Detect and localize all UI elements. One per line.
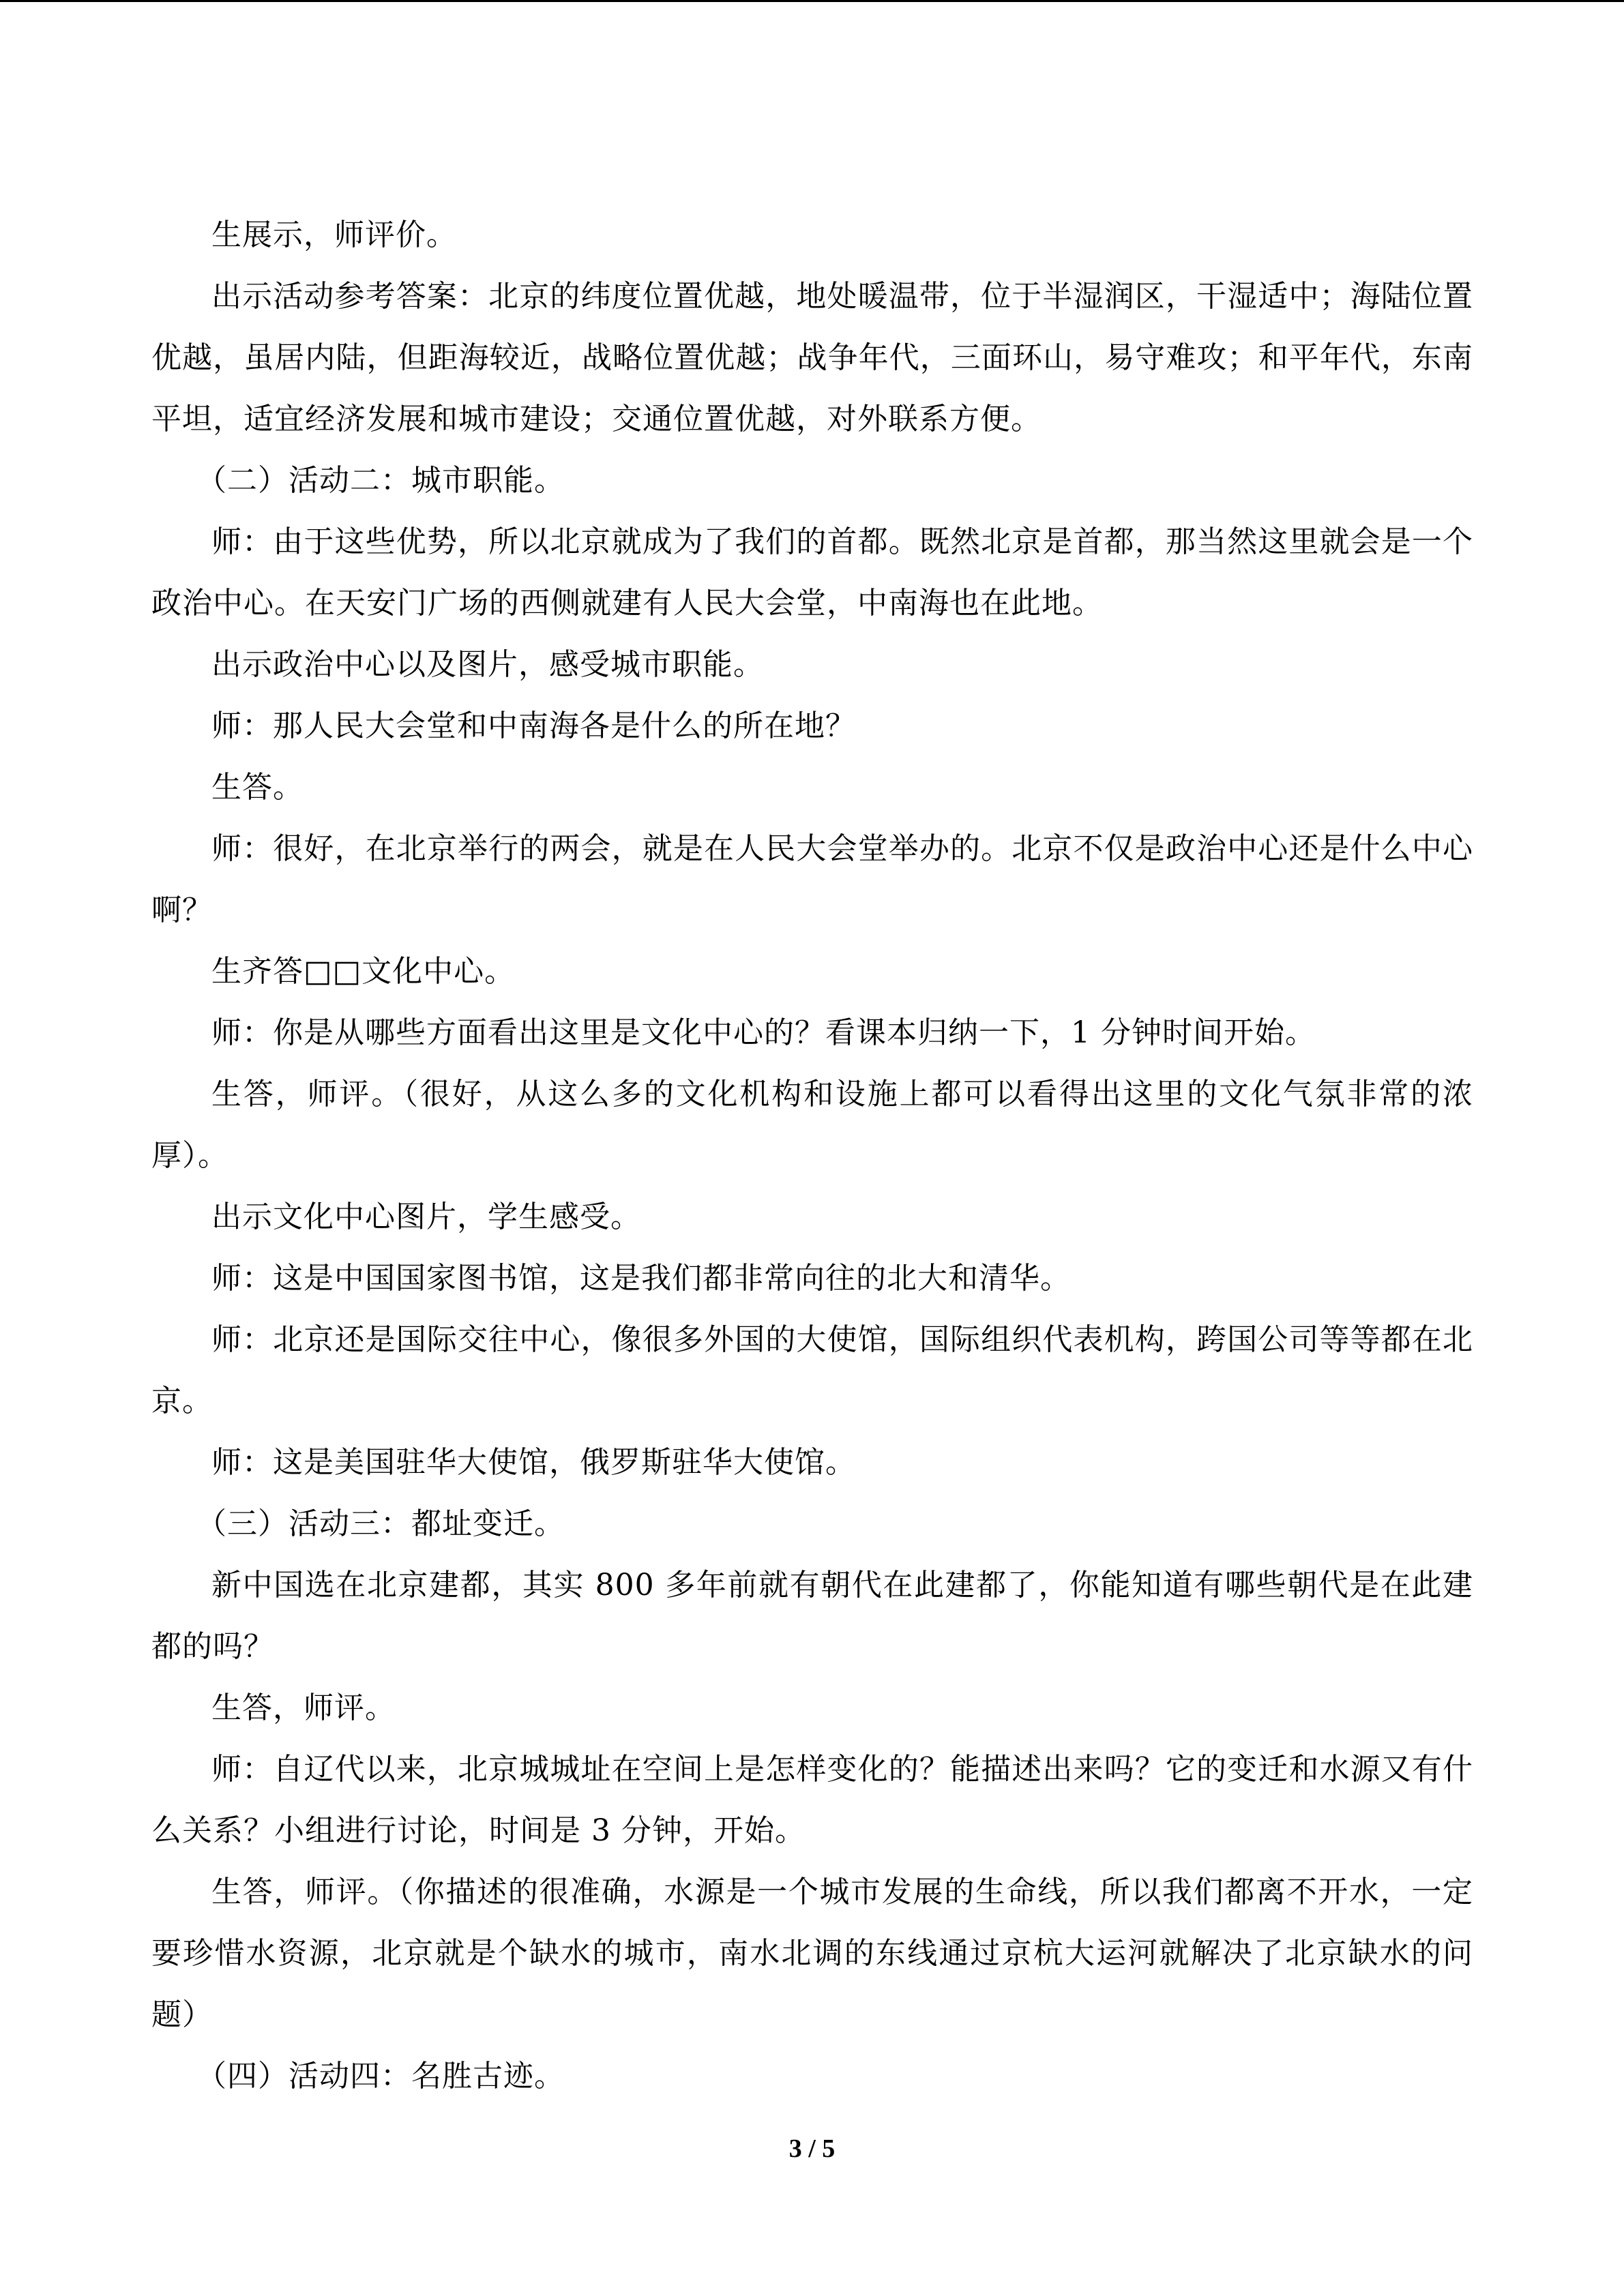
paragraph: 师：这是美国驻华大使馆，俄罗斯驻华大使馆。 bbox=[211, 1445, 856, 1480]
paragraph: 生答，师评。（你描述的很准确，水源是一个城市发展的生命线，所以我们都离不开水，一定要珍惜水资源，北京就是个缺水的城市，南水北调的东线通过京杭大运河就解决了北京缺水的问题） bbox=[151, 1875, 1473, 2032]
paragraph: 出示活动参考答案：北京的纬度位置优越，地处暖温带，位于半湿润区，干湿适中；海陆位置优越，虽居内陆，但距海较近，战略位置优越；战争年代，三面环山，易守难攻；和平年代，东南平坦，适宜经济发展和城市建设；交通位置优越，对外联系方便。 bbox=[151, 279, 1473, 436]
section-heading: （三）活动三：都址变迁。 bbox=[196, 1506, 565, 1541]
paragraph: 师：由于这些优势，所以北京就成为了我们的首都。既然北京是首都，那当然这里就会是一个政治中心。在天安门广场的西侧就建有人民大会堂，中南海也在此地。 bbox=[151, 524, 1473, 621]
paragraph: 生展示，师评价。 bbox=[211, 218, 457, 252]
paragraph: 生答。 bbox=[211, 770, 304, 805]
paragraph: 新中国选在北京建都，其实 800 多年前就有朝代在此建都了，你能知道有哪些朝代是在此建都的吗？ bbox=[151, 1568, 1473, 1664]
page-number: 3 / 5 bbox=[788, 2134, 836, 2163]
paragraph: 出示文化中心图片，学生感受。 bbox=[211, 1199, 641, 1234]
paragraph: 生答，师评。 bbox=[211, 1690, 396, 1725]
paragraph: 出示政治中心以及图片，感受城市职能。 bbox=[211, 647, 764, 682]
paragraph: 师：那人民大会堂和中南海各是什么的所在地？ bbox=[211, 709, 856, 743]
page-top-border bbox=[0, 0, 1624, 2]
paragraph: 生齐答□□文化中心。 bbox=[211, 954, 516, 989]
paragraph: 生答，师评。（很好，从这么多的文化机构和设施上都可以看得出这里的文化气氛非常的浓厚）。 bbox=[151, 1077, 1473, 1173]
paragraph: 师：自辽代以来，北京城城址在空间上是怎样变化的？能描述出来吗？它的变迁和水源又有什么关系？小组进行讨论，时间是 3 分钟，开始。 bbox=[151, 1752, 1473, 1848]
section-heading: （二）活动二：城市职能。 bbox=[196, 463, 565, 498]
section-heading: （四）活动四：名胜古迹。 bbox=[196, 2059, 565, 2093]
paragraph: 师：这是中国国家图书馆，这是我们都非常向往的北大和清华。 bbox=[211, 1261, 1071, 1296]
paragraph: 师：很好，在北京举行的两会，就是在人民大会堂举办的。北京不仅是政治中心还是什么中心啊？ bbox=[151, 831, 1473, 927]
document-body bbox=[151, 205, 1473, 2107]
paragraph: 师：你是从哪些方面看出这里是文化中心的？看课本归纳一下，1 分钟时间开始。 bbox=[211, 1015, 1316, 1050]
paragraph: 师：北京还是国际交往中心，像很多外国的大使馆，国际组织代表机构，跨国公司等等都在北京。 bbox=[151, 1322, 1473, 1418]
